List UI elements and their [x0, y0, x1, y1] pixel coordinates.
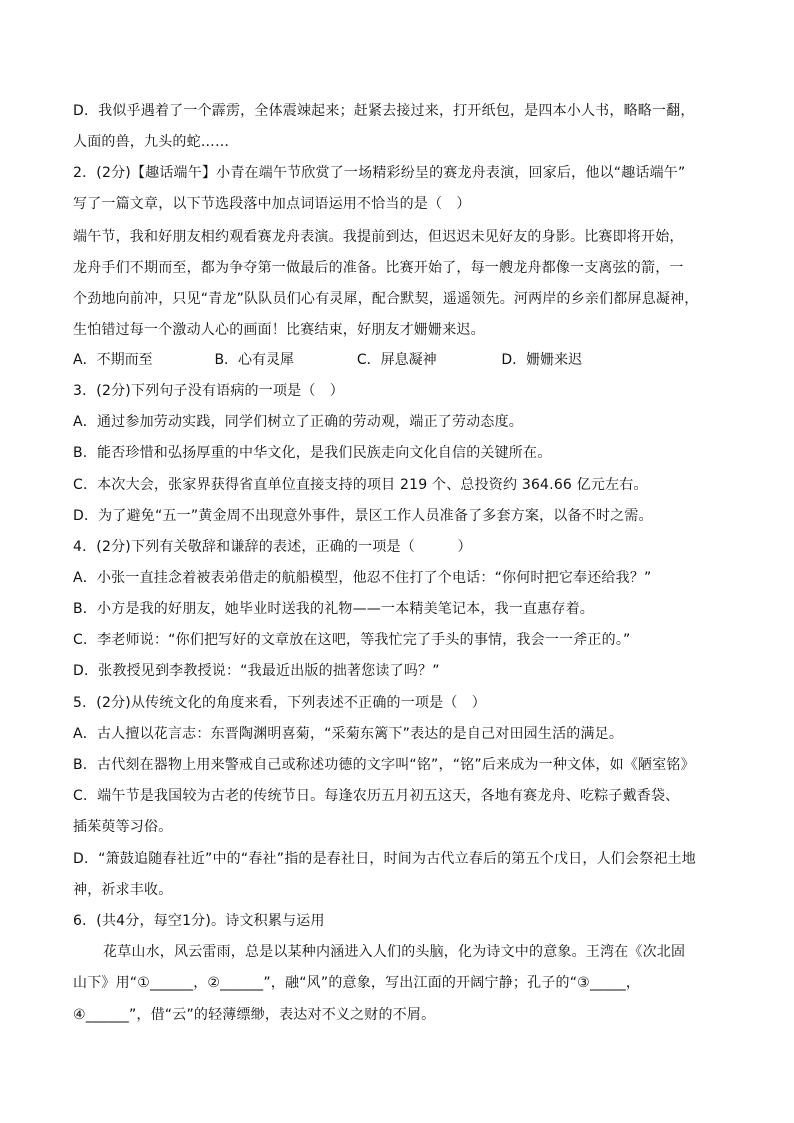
- q4-option-c: C．李老师说：“你们把写好的文章放在这吧，等我忙完了手头的事情，我会一一斧正的。”: [73, 632, 631, 648]
- q4-option-a: A．小张一直挂念着被表弟借走的航船模型，他忍不住打了个电话：“你何时把它奉还给我？”: [73, 570, 652, 586]
- q1-option-d-line-1: D．我似乎遇着了一个霹雳，全体震竦起来；赶紧去接过来，打开纸包，是四本小人书，略略一翻，: [73, 103, 695, 119]
- q3-option-a: A．通过参加劳动实践，同学们树立了正确的劳动观，端正了劳动态度。: [73, 414, 523, 430]
- q2-stem-line-2: 写了一篇文章，以下节选段落中加点词语运用不恰当的是（ ）: [73, 196, 471, 212]
- q5-option-b: B．古代刻在器物上用来警戒自己或称述功德的文字叫“铭”，“铭”后来成为一种文体，如《陋室铭》: [73, 757, 695, 773]
- q4-option-b: B．小方是我的好朋友，她毕业时送我的礼物——一本精美笔记本，我一直惠存着。: [73, 601, 595, 617]
- q3-option-d: D．为了避免“五一”黄金周不出现意外事件，景区工作人员准备了多套方案，以备不时之需。: [73, 508, 653, 524]
- q4-stem: 4．(2分)下列有关敬辞和谦辞的表述，正确的一项是（ ）: [73, 539, 472, 555]
- q5-stem: 5．(2分)从传统文化的角度来看，下列表述不正确的一项是（ ）: [73, 695, 486, 711]
- q3-option-b: B．能否珍惜和弘扬厚重的中华文化，是我们民族走向文化自信的关键所在。: [73, 445, 552, 461]
- q2-option-d: D．姗姗来迟: [501, 352, 583, 368]
- q3-option-c: C．本次大会，张家界获得省直单位直接支持的项目 219 个、总投资约 364.66 亿元左右。: [73, 477, 648, 493]
- q2-option-b: B．心有灵犀: [214, 352, 295, 368]
- q4-option-d: D．张教授见到李教授说：“我最近出版的拙著您读了吗？”: [73, 663, 440, 679]
- q5-option-c-line-1: C．端午节是我国较为古老的传统节日。每逢农历五月初五这天，各地有赛龙舟、吃粽子戴香袋、: [73, 788, 680, 804]
- q5-option-a: A．古人擅以花言志：东晋陶渊明喜菊，“采菊东篱下”表达的是自己对田园生活的满足。: [73, 726, 624, 742]
- q6-stem: 6．(共4分，每空1分)。诗文积累与运用: [73, 913, 325, 929]
- q6-passage-line-3: ④______”，借“云”的轻薄缥缈，表达对不义之财的不屑。: [73, 1007, 436, 1023]
- q5-option-c-line-2: 插茱萸等习俗。: [73, 819, 173, 835]
- q1-option-d-line-2: 人面的兽，九头的蛇……: [73, 134, 230, 150]
- q2-passage-line-4: 生怕错过每一个激动人心的画面！比赛结束，好朋友才姗姗来迟。: [73, 322, 485, 338]
- q3-stem: 3．(2分)下列句子没有语病的一项是（ ）: [73, 383, 344, 399]
- q2-passage-line-3: 个劲地向前冲，只见“青龙”队队员们心有灵犀，配合默契，遥遥领先。河两岸的乡亲们都屏息凝神，: [73, 291, 699, 307]
- q2-options: [73, 350, 582, 370]
- q6-passage-line-2: 山下》用“①______，②______”，融“风”的意象，写出江面的开阔宁静；孔子的“③_____，: [73, 975, 641, 991]
- q2-passage-line-1: 端午节，我和好朋友相约观看赛龙舟表演。我提前到达，但迟迟未见好友的身影。比赛即将开始，: [73, 229, 684, 245]
- q5-option-d-line-2: 神，祈求丰收。: [73, 882, 173, 898]
- q2-passage-line-2: 龙舟手们不期而至，都为争夺第一做最后的准备。比赛开始了，每一艘龙舟都像一支离弦的箭，一: [73, 260, 684, 276]
- q2-stem-line-1: 2．(2分)【趣话端午】小青在端午节欣赏了一场精彩纷呈的赛龙舟表演，回家后，他以“趣话端午”: [73, 165, 686, 181]
- q5-option-d-line-1: D．“箫鼓追随春社近”中的“春社”指的是春社日，时间为古代立春后的第五个戊日，人们会祭祀土地: [73, 851, 696, 867]
- q2-option-a: A．不期而至: [73, 352, 153, 368]
- q2-option-c: C．屏息凝神: [356, 352, 437, 368]
- q6-passage-line-1: 花草山水，风云雷雨，总是以某种内涵进入人们的头脑，化为诗文中的意象。王湾在《次北固: [103, 944, 686, 960]
